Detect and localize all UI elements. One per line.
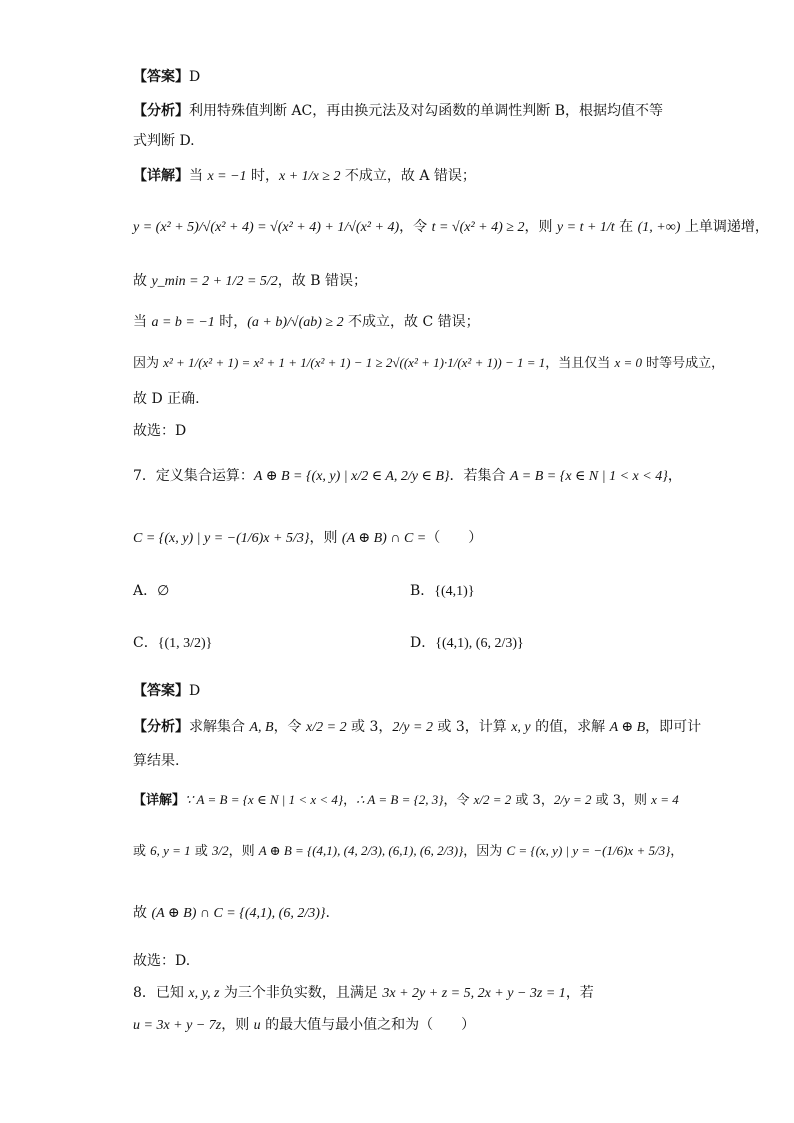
option-value: {(4,1), (6, 2/3)} [435,636,524,651]
math: (A ⊕ B) ∩ C = {(4,1), (6, 2/3)} [151,906,326,921]
q7-detail-line-1 [133,789,734,812]
text: 或 3， [346,719,393,735]
choose-text: 故选：D [133,423,187,439]
text: 或 3，则 [591,793,652,808]
text: ，则 [524,219,557,235]
q6-detail-line-3 [133,270,734,293]
q7-choose-line [133,950,734,972]
text: （ ） [426,530,483,546]
text: 因为 [133,356,164,371]
text: 当 [133,314,152,330]
math: x + 1/x ≥ 2 [279,169,341,184]
math: A ⊕ B = {(x, y) | x/2 ∈ A, 2/y ∈ B} [253,469,450,484]
text: ，故 B 错误； [277,273,367,289]
detail-tag: 【详解】 [133,793,186,808]
text: 7．定义集合运算： [133,468,254,484]
text: 的最大值与最小值之和为（ ） [260,1017,476,1033]
q7-stem-line-2 [133,527,734,550]
math: x = 0 [614,355,642,370]
option-label: D． [410,635,436,651]
q8-stem-line-1 [133,982,734,1005]
math: A = B = {x ∈ N | 1 < x < 4} [510,469,668,484]
answer-tag: 【答案】 [133,683,189,699]
math: u = 3x + y − 7z [133,1018,222,1033]
math: 2/y = 2 [553,792,592,807]
q6-detail-line-2 [133,216,769,239]
text: 故 D 正确. [133,391,200,407]
text: 8．已知 [133,985,189,1001]
option-a [133,580,169,603]
q7-answer-line [133,680,734,702]
option-b [410,580,475,603]
math: A ⊕ B [609,720,646,735]
analysis-text: 式判断 D. [133,133,195,149]
q7-analysis-line-1 [133,716,734,739]
q8-stem-line-2 [133,1014,734,1037]
option-d [410,632,524,655]
math: x/2 = 2 [306,720,347,735]
text: ，则 [309,530,342,546]
text: 算结果. [133,753,180,769]
option-label: A． [133,583,158,599]
option-value: ∅ [157,584,170,599]
math: y = t + 1/t [556,220,615,235]
q7-analysis-line-2 [133,750,734,772]
math: 3/2 [211,843,229,858]
text: 的值，求解 [530,719,610,735]
math: x, y, z [188,986,220,1001]
text: ，若 [565,985,594,1001]
text: 为三个非负实数，且满足 [219,985,383,1001]
text: 当 [189,168,208,184]
option-label: C． [133,635,158,651]
text: 不成立，故 C 错误； [343,314,480,330]
text: 或 [190,844,212,859]
text: ，则 [221,1017,254,1033]
math: a = b = −1 [151,315,215,330]
q7-detail-line-2 [133,840,734,863]
math: y = (x² + 5)/√(x² + 4) = √(x² + 4) + 1/√(x² + 4) [133,220,400,235]
text: 不成立，故 A 错误； [340,168,476,184]
math: ∴ A = B = {2, 3} [356,792,444,807]
text: 故 [133,905,152,921]
math: 2/y = 2 [392,720,433,735]
text: ，因为 [463,844,507,859]
math: y_min = 2 + 1/2 = 5/2 [151,274,278,289]
choose-text: 故选：D. [133,953,191,969]
math: C = {(x, y) | y = −(1/6)x + 5/3} [133,531,310,546]
math: x/2 = 2 [473,792,512,807]
math: 6, y = 1 [150,843,191,858]
text: ，令 [443,793,474,808]
text: 时， [246,168,280,184]
analysis-text: 利用特殊值判断 AC，再由换元法及对勾函数的单调性判断 B，根据均值不等 [189,103,664,119]
analysis-tag: 【分析】 [133,103,189,119]
answer-value: D [189,69,201,85]
detail-tag: 【详解】 [133,168,189,184]
text: ，令 [399,219,432,235]
q6-analysis-line-2 [133,130,734,152]
text: 在 [614,219,638,235]
math: x, y [511,720,531,735]
text: ， [343,793,357,808]
text: 或 3， [511,793,554,808]
option-value: {(4,1)} [434,584,475,599]
q6-detail-line-4 [133,311,734,334]
math: A ⊕ B = {(4,1), (4, 2/3), (6,1), (6, 2/3)} [258,843,464,858]
text: 故 [133,273,152,289]
text: ， [667,468,682,484]
text: . [325,905,330,921]
text: 或 [133,844,151,859]
text: ．若集合 [449,468,510,484]
math: x² + 1/(x² + 1) = x² + 1 + 1/(x² + 1) − 1 ≥ 2√((x² + 1)·1/(x² + 1)) − 1 = 1 [163,355,546,370]
text: ， [670,844,684,859]
math: x = 4 [651,792,679,807]
text: ，则 [228,844,259,859]
math: 3x + 2y + z = 5, 2x + y − 3z = 1 [382,986,566,1001]
option-value: {(1, 3/2)} [157,636,213,651]
math: A, B [249,720,274,735]
text: 求解集合 [189,719,250,735]
q6-detail-line-6 [133,388,734,410]
answer-value: D [189,683,201,699]
text: ，当且仅当 [545,356,615,371]
text: 时等号成立， [641,356,725,371]
q6-detail-line-5 [133,352,734,375]
q7-detail-line-3 [133,902,734,925]
q6-choose-line [133,420,734,442]
math: C = {(x, y) | y = −(1/6)x + 5/3} [506,843,671,858]
math: (A ⊕ B) ∩ C = [341,531,427,546]
text: ，令 [273,719,307,735]
math: t = √(x² + 4) ≥ 2 [431,220,525,235]
q7-stem-line-1 [133,465,734,488]
option-label: B． [410,583,435,599]
math: x = −1 [207,169,247,184]
text: 或 3，计算 [432,719,512,735]
option-c [133,632,212,655]
q6-detail-line-1 [133,165,734,188]
math: u [253,1018,261,1033]
math: (a + b)/√(ab) ≥ 2 [247,315,344,330]
text: ，即可计 [645,719,702,735]
math: (1, +∞) [637,220,681,235]
analysis-tag: 【分析】 [133,719,189,735]
math: ∵ A = B = {x ∈ N | 1 < x < 4} [185,792,344,807]
text: 时， [214,314,248,330]
q6-analysis-line-1 [133,100,734,122]
answer-tag: 【答案】 [133,69,189,85]
text: 上单调递增， [680,219,769,235]
q6-answer-line [133,66,734,88]
